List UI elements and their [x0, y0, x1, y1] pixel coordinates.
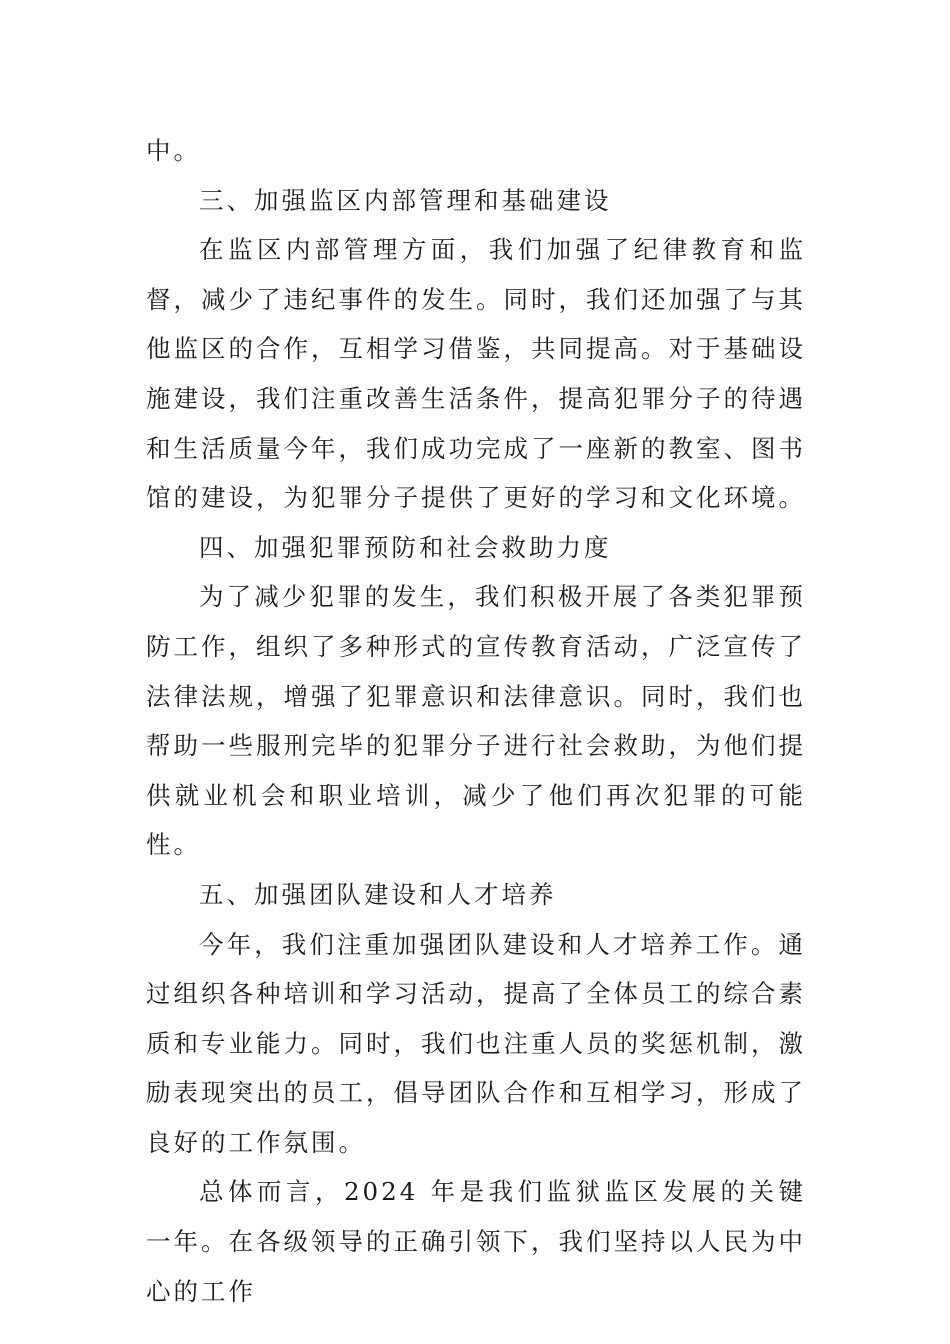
document-body: [146, 126, 806, 1316]
paragraph-continuation: 中。: [146, 136, 201, 165]
section-heading-4: 四、加强犯罪预防和社会救助力度: [199, 532, 612, 562]
section-heading-5: 五、加强团队建设和人才培养: [199, 879, 557, 909]
paragraph-crime-prevention: 为了减少犯罪的发生，我们积极开展了各类犯罪预防工作，组织了多种形式的宣传教育活动，广泛宣传了法律法规，增强了犯罪意识和法律意识。同时，我们也帮助一些服刑完毕的犯罪分子进行社会救助，为他们提供就业机会和职业培训，减少了他们再次犯罪的可能性。: [146, 582, 806, 860]
paragraph-team-building: 今年，我们注重加强团队建设和人才培养工作。通过组织各种培训和学习活动，提高了全体员工的综合素质和专业能力。同时，我们也注重人员的奖惩机制，激励表现突出的员工，倡导团队合作和互相学习，形成了良好的工作氛围。: [146, 929, 806, 1157]
section-heading-3: 三、加强监区内部管理和基础建设: [199, 185, 612, 215]
paragraph-summary: 总体而言，2024 年是我们监狱监区发展的关键一年。在各级领导的正确引领下，我们坚持以人民为中心的工作: [146, 1177, 806, 1306]
paragraph-internal-management: 在监区内部管理方面，我们加强了纪律教育和监督，减少了违纪事件的发生。同时，我们还加强了与其他监区的合作，互相学习借鉴，共同提高。对于基础设施建设，我们注重改善生活条件，提高犯罪分子的待遇和生活质量今年，我们成功完成了一座新的教室、图书馆的建设，为犯罪分子提供了更好的学习和文化环境。: [146, 235, 806, 513]
